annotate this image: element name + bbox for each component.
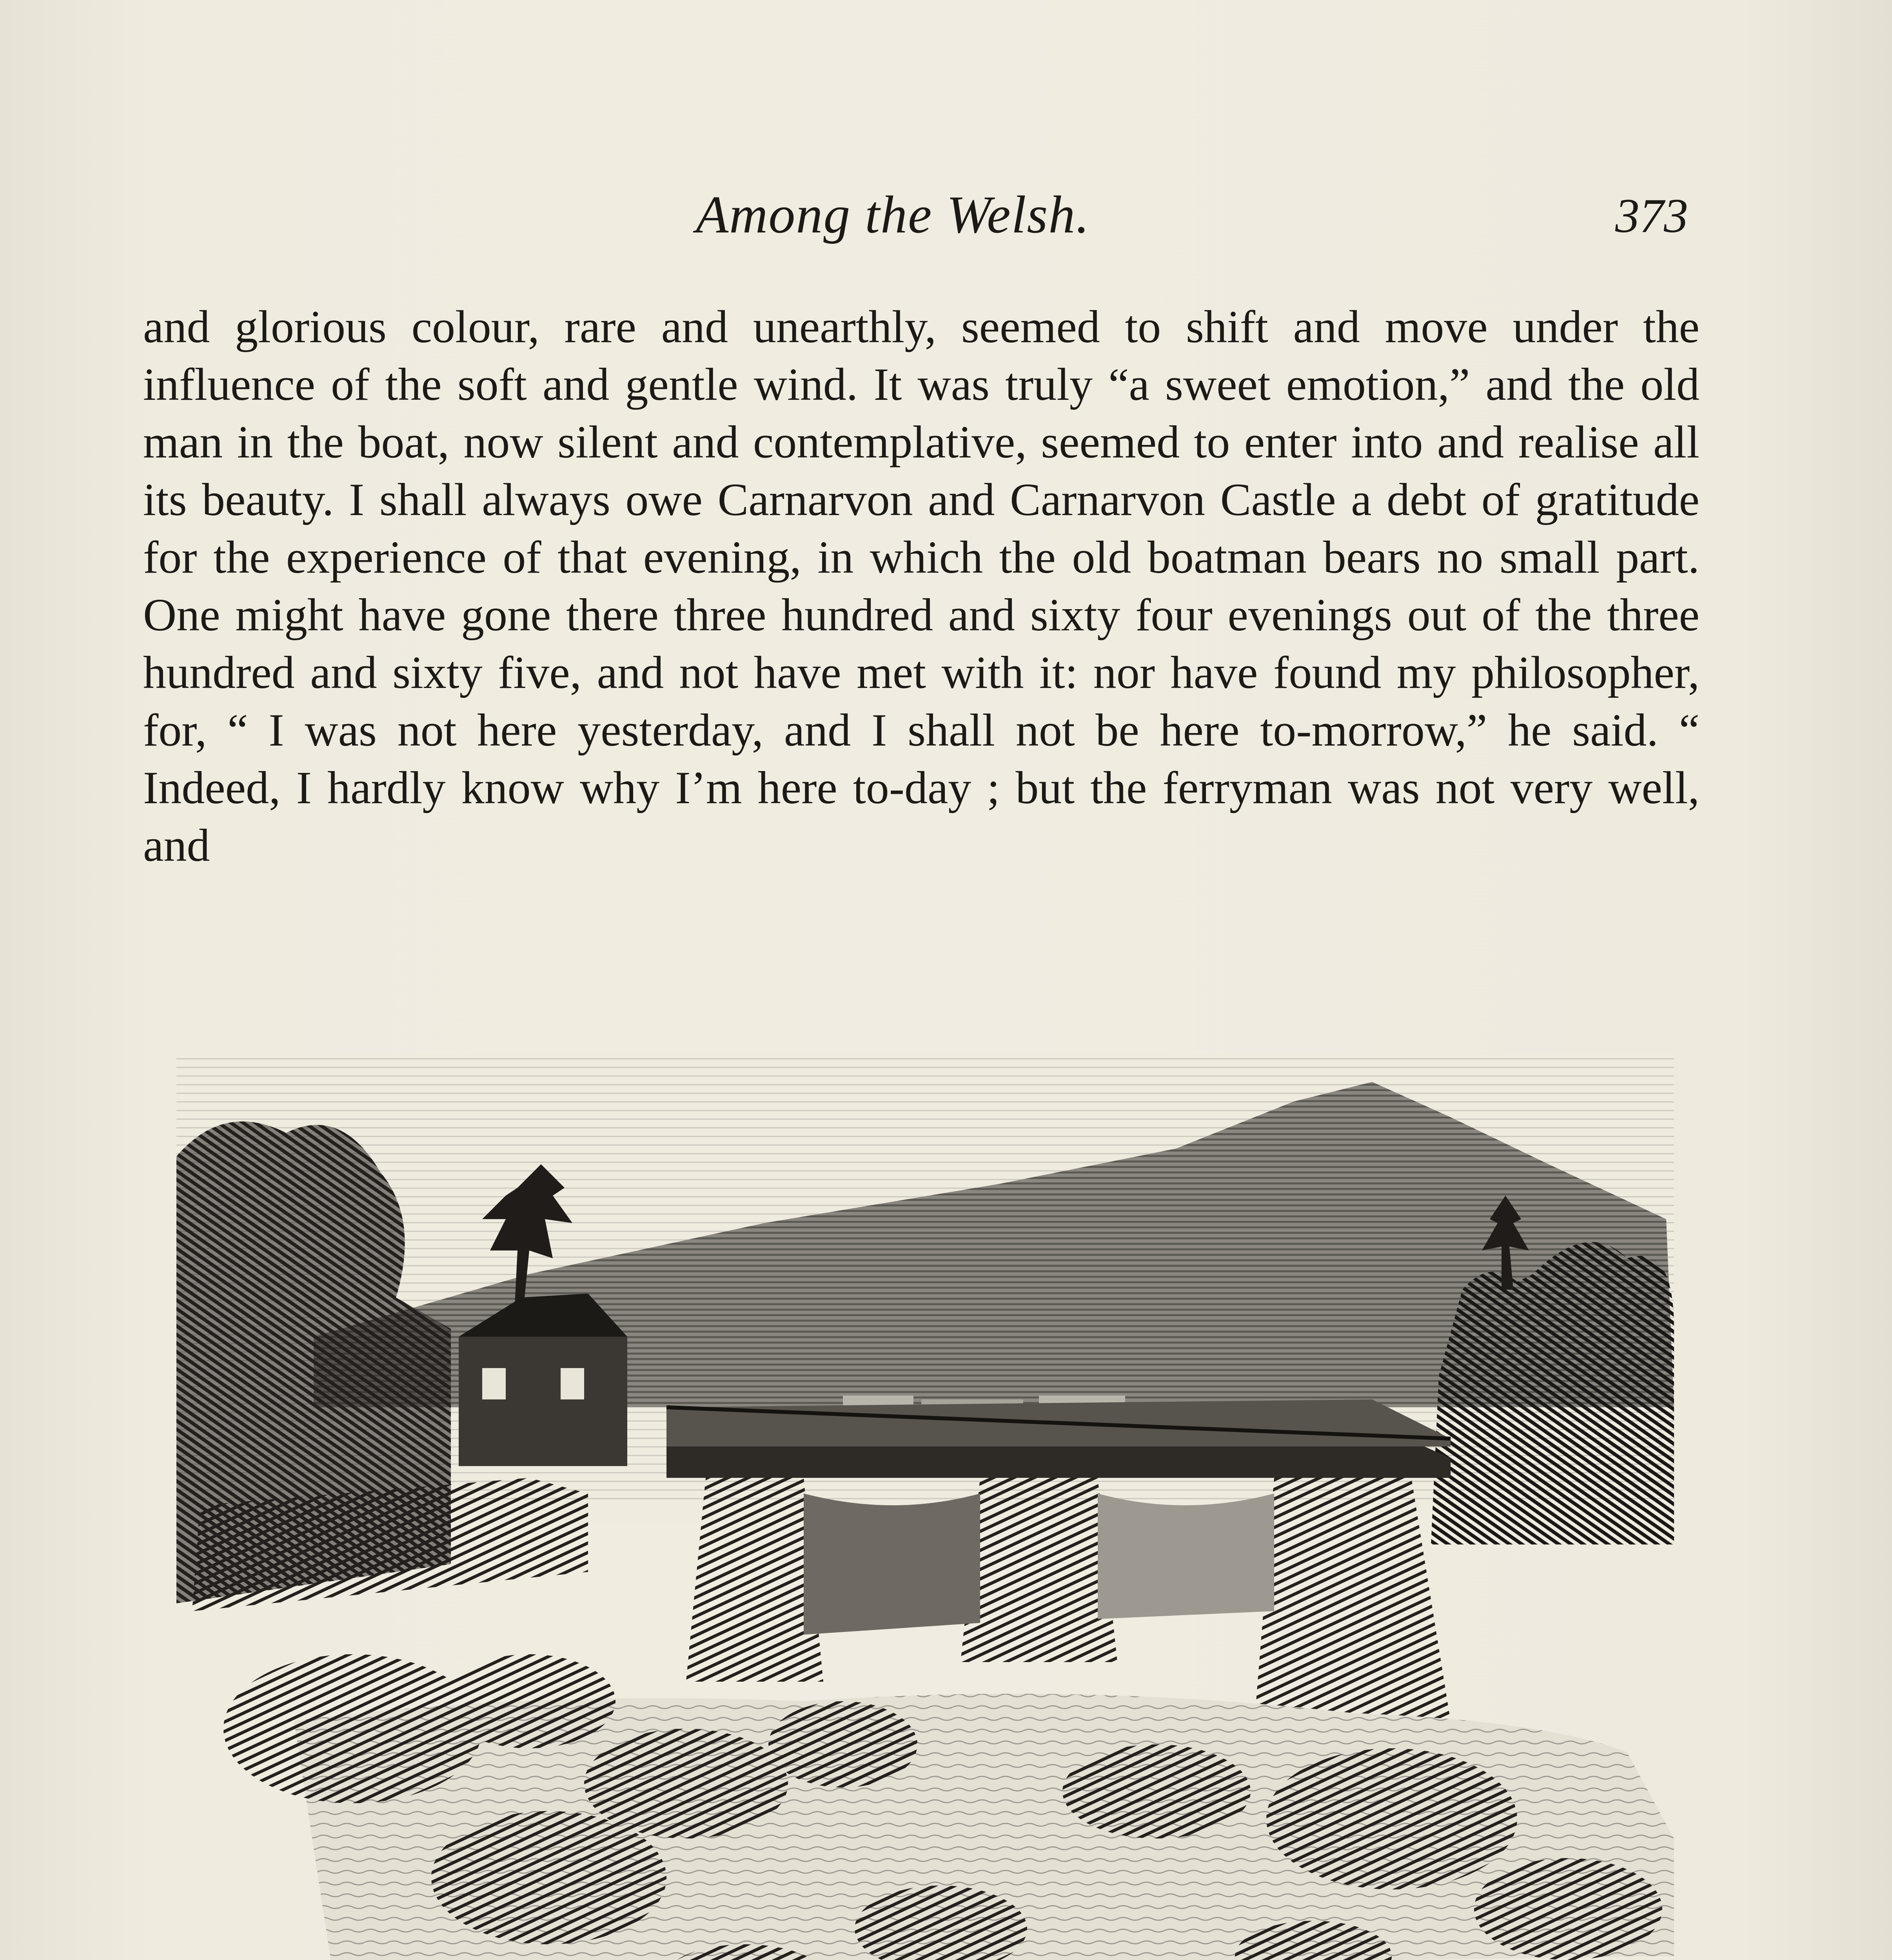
rock	[768, 1701, 917, 1788]
rock	[584, 1729, 788, 1838]
rock	[443, 1654, 616, 1748]
running-title: Among the Welsh.	[696, 185, 1090, 244]
beddgelert-engraving	[176, 1054, 1674, 1960]
engraving-illustration	[176, 1054, 1674, 1960]
rock	[223, 1654, 482, 1803]
rock	[1062, 1744, 1251, 1838]
bridge-pier-middle	[961, 1478, 1117, 1662]
bridge-pier-left	[686, 1478, 823, 1682]
page-number: 373	[1615, 189, 1688, 243]
rock	[431, 1811, 666, 1944]
body-text-top	[143, 298, 1700, 874]
paragraph: and glorious colour, rare and unearthly, seemed to shift and move under the influence of the soft and gentle wind. It was truly “a sweet emotion,” and the old man in the boat, now silent and contemplative, seemed to enter into and realise all its beauty. I shall always owe Carnarvon and Carnarvon Castle a debt of gratitude for the experience of that evening, in which the old boatman bears no small part. One might have gone there three hundred and sixty four evenings out of the three hundred and sixty five, and not have met with it: nor have found my philosopher, for, “ I was not here yesterday, and I shall not be here to-morrow,” he said. “ Indeed, I hardly know why I’m here to-day ; but the ferryman was not very well, and	[143, 301, 1700, 871]
trees-right	[1431, 1242, 1674, 1544]
page-header	[0, 184, 1892, 255]
rock	[1266, 1748, 1517, 1889]
rock	[1474, 1858, 1662, 1960]
